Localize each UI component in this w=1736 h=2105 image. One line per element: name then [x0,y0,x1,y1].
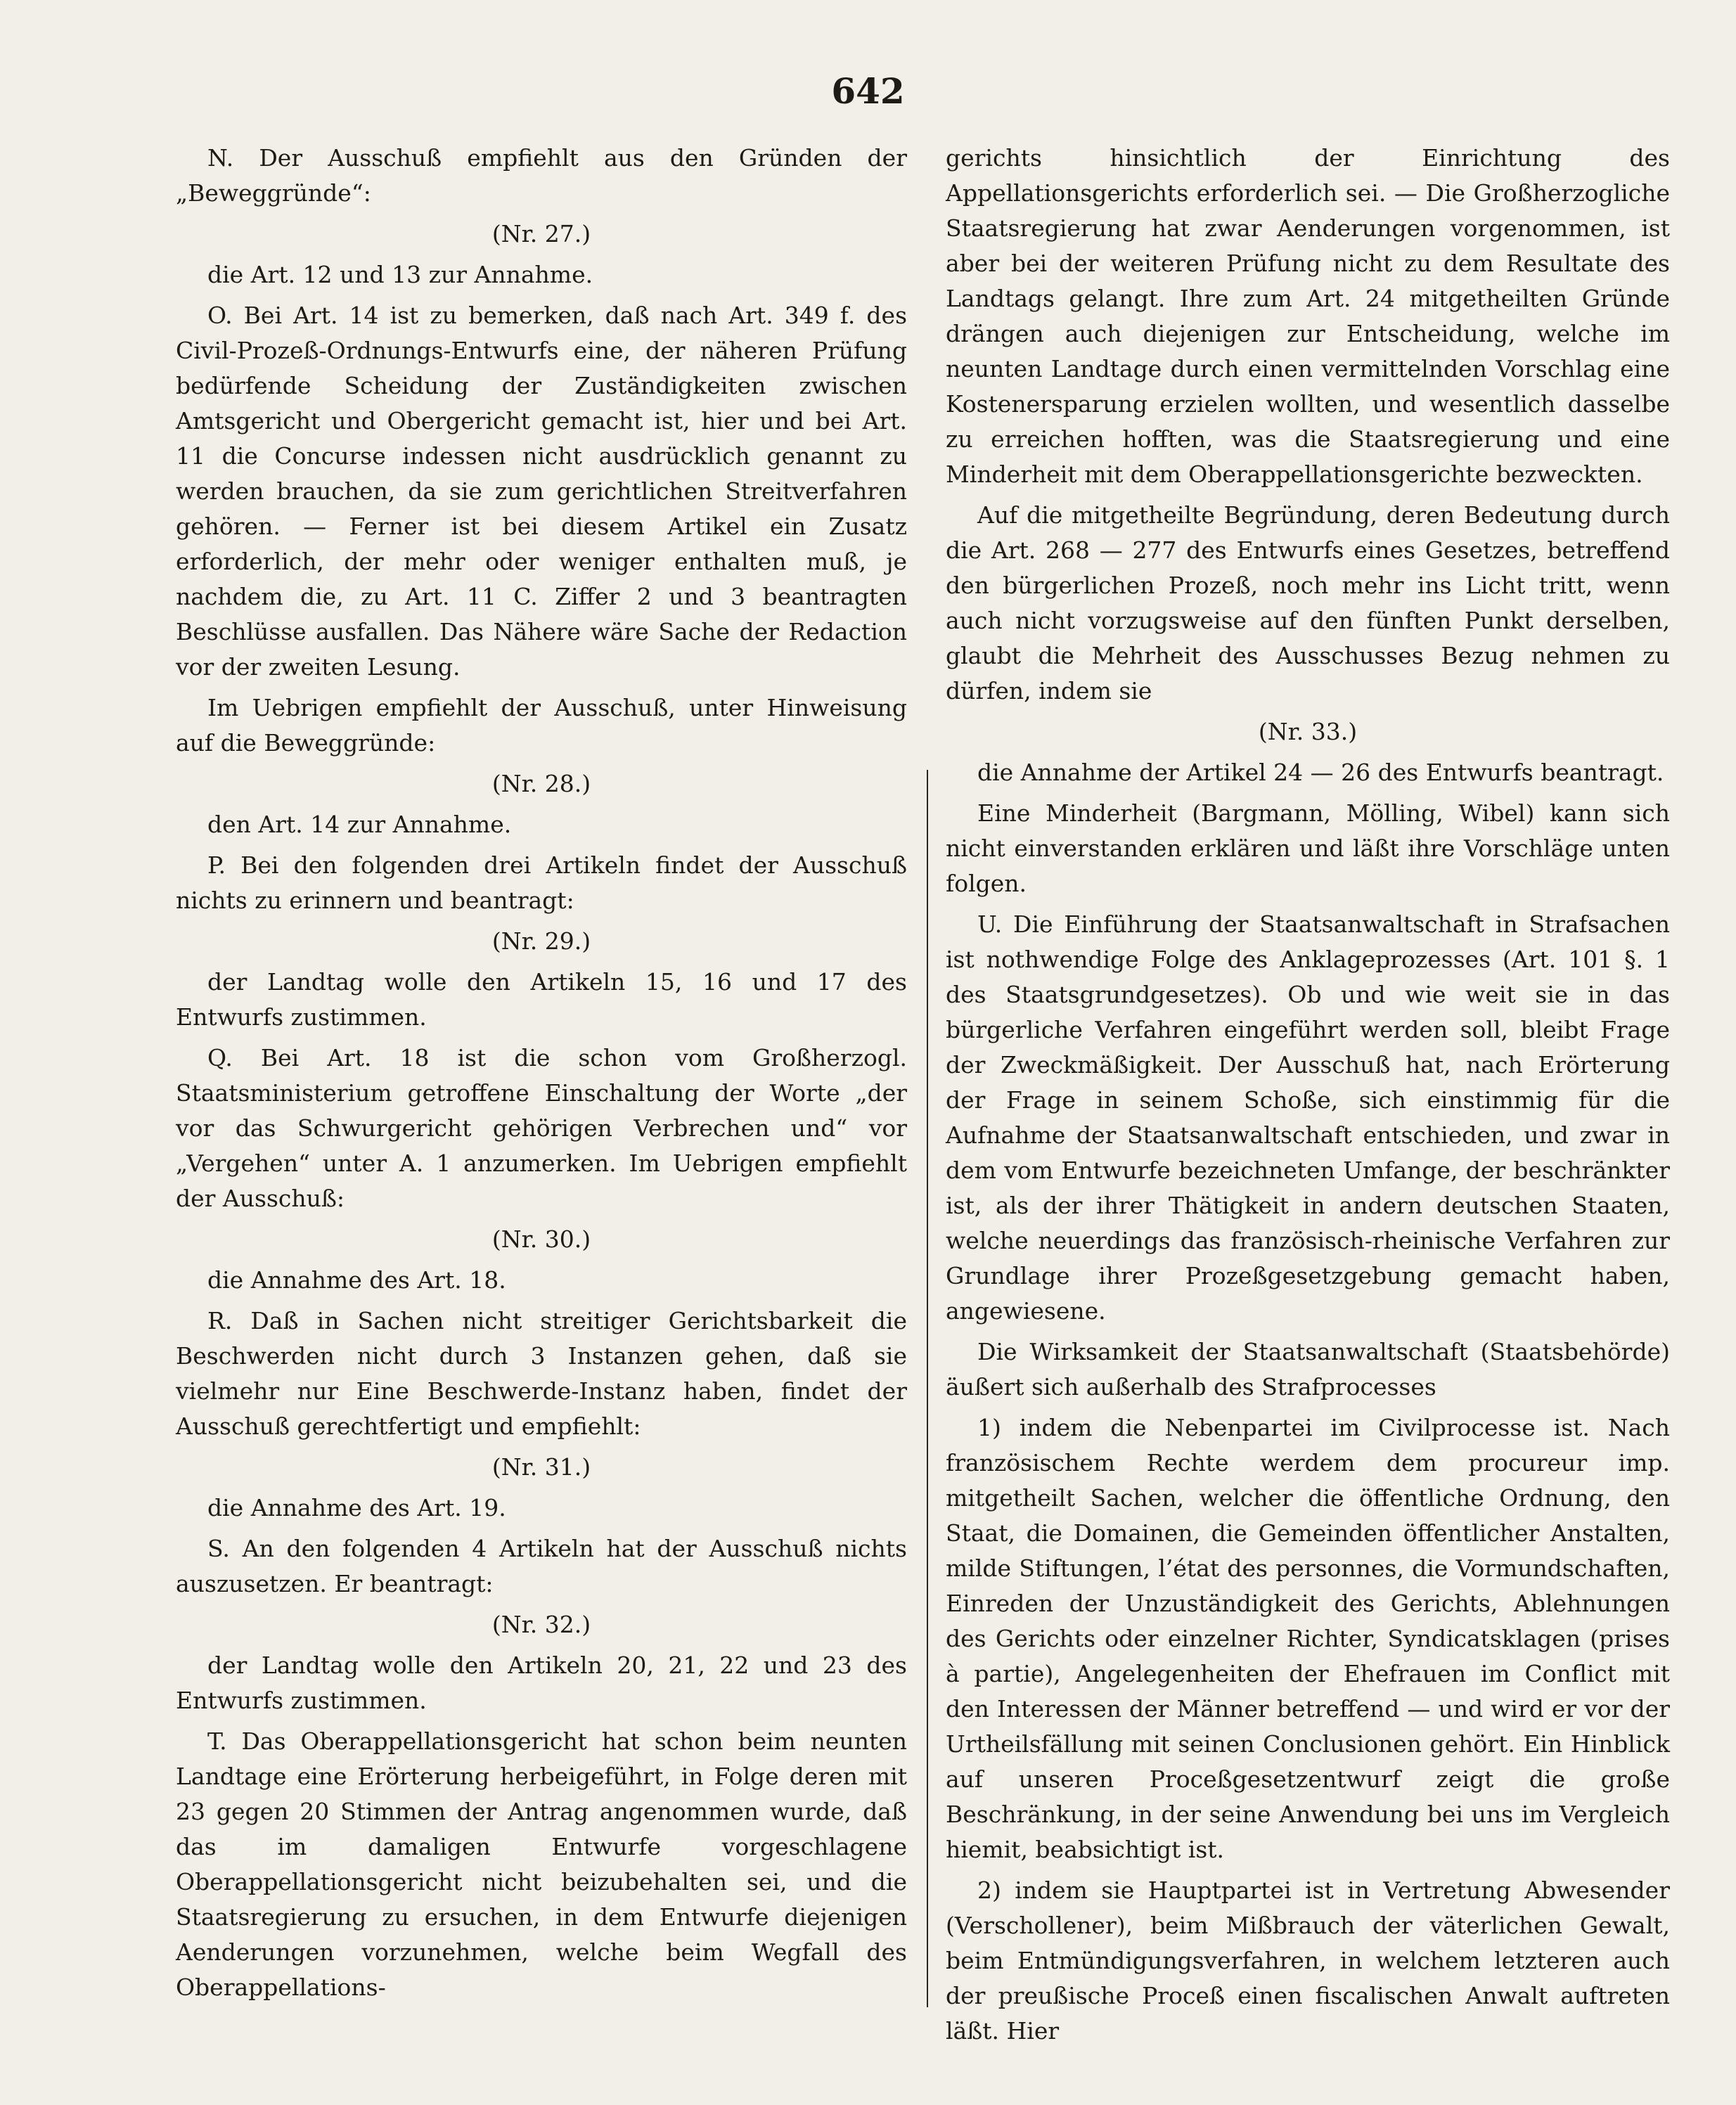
motion-number-30: (Nr. 30.) [491,1225,591,1253]
paragraph-o-recommendation: Im Uebrigen empfiehlt der Ausschuß, unter Hinweisung auf die Beweggründe: [176,694,907,757]
motion-number-28: (Nr. 28.) [491,770,591,797]
motion-text-33: die Annahme der Artikel 24 — 26 des Entwurfs beantragt. [977,759,1664,786]
motion-text-31: die Annahme des Art. 19. [207,1494,506,1521]
motion-number-27: (Nr. 27.) [491,220,591,247]
motion-number-31: (Nr. 31.) [491,1453,591,1481]
column-divider [927,770,928,2007]
motion-number-29: (Nr. 29.) [491,927,591,955]
left-column [176,141,907,2011]
page-number: 642 [831,70,905,112]
motion-text-32: der Landtag wolle den Artikeln 20, 21, 22 und 23 des Entwurfs zustimmen. [176,1652,907,1714]
right-column [946,141,1670,2054]
motion-text-27: die Art. 12 und 13 zur Annahme. [207,261,593,288]
paragraph-o: O. Bei Art. 14 ist zu bemerken, daß nach Art. 349 f. des Civil-Prozeß-Ordnungs-Entwurfs eine, der näheren Prüfung bedürfende Scheidung der Zuständigkeiten zwischen Amtsgericht und Obergericht gemacht ist, hier und bei Art. 11 die Concurse indessen nicht ausdrücklich genannt zu werden brauchen, da sie zum gerichtlichen Streitverfahren gehören. — Ferner ist bei diesem Artikel ein Zusatz erforderlich, der mehr oder weniger enthalten muß, je nachdem die, zu Art. 11 C. Ziffer 2 und 3 beantragten Beschlüsse ausfallen. Das Nähere wäre Sache der Redaction vor der zweiten Lesung. [176,302,907,681]
paragraph-n: N. Der Ausschuß empfiehlt aus den Gründen der „Beweggründe“: [176,144,907,207]
paragraph-q: Q. Bei Art. 18 ist die schon vom Großherzogl. Staatsministerium getroffene Einschaltung der Worte „der vor das Schwurgericht gehörigen Verbrechen und“ vor „Vergehen“ unter A. 1 anzumerken. Im Uebrigen empfiehlt der Ausschuß: [176,1044,907,1212]
paragraph-s: S. An den folgenden 4 Artikeln hat der Ausschuß nichts auszusetzen. Er beantragt: [176,1535,907,1597]
paragraph-p: P. Bei den folgenden drei Artikeln findet der Ausschuß nichts zu erinnern und beantragt: [176,851,907,914]
motion-number-33: (Nr. 33.) [1258,718,1358,745]
motion-text-30: die Annahme des Art. 18. [207,1266,506,1294]
paragraph-minority: Eine Minderheit (Bargmann, Mölling, Wibel) kann sich nicht einverstanden erklären und läßt ihre Vorschläge unten folgen. [946,799,1670,897]
motion-text-29: der Landtag wolle den Artikeln 15, 16 und 17 des Entwurfs zustimmen. [176,968,907,1031]
paragraph-t-continued: gerichts hinsichtlich der Einrichtung des Appellationsgerichts erforderlich sei. — Die Großherzogliche Staatsregierung hat zwar Aenderungen vorgenommen, ist aber bei der weiteren Prüfung nicht zu dem Resultate des Landtags gelangt. Ihre zum Art. 24 mitgetheilten Gründe drängen auch diejenigen zur Entscheidung, welche im neunten Landtage durch einen vermittelnden Vorschlag eine Kostenersparung erzielen wollten, und wesentlich dasselbe zu erreichen hofften, was die Staatsregierung und eine Minderheit mit dem Oberappellationsgerichte bezweckten. [946,144,1670,488]
paragraph-u-item-2: 2) indem sie Hauptpartei ist in Vertretung Abwesender (Verschollener), beim Mißbrauch der väterlichen Gewalt, beim Entmündigungsverfahren, in welchem letzteren auch der preußische Proceß einen fiscalischen Anwalt auftreten läßt. Hier [946,1877,1670,2045]
motion-number-32: (Nr. 32.) [491,1611,591,1638]
paragraph-u-item-1: 1) indem die Nebenpartei im Civilprocesse ist. Nach französischem Rechte werdem dem procureur imp. mitgetheilt Sachen, welcher die öffentliche Ordnung, den Staat, die Domainen, die Gemeinden öffentlicher Anstalten, milde Stiftungen, l’état des personnes, die Vormundschaften, Einreden der Unzuständigkeit des Gerichts, Ablehnungen des Gerichts oder einzelner Richter, Syndicatsklagen (prises à partie), Angelegenheiten der Ehefrauen im Conflict mit den Interessen der Männer betreffend — und wird er vor der Urtheilsfällung mit seinen Conclusionen gehört. Ein Hinblick auf unseren Proceßgesetzentwurf zeigt die große Beschränkung, in der seine Anwendung bei uns im Vergleich hiemit, beabsichtigt ist. [946,1414,1670,1863]
paragraph-t: T. Das Oberappellationsgericht hat schon beim neunten Landtage eine Erörterung herbeigeführt, in Folge deren mit 23 gegen 20 Stimmen der Antrag angenommen wurde, daß das im damaligen Entwurfe vorgeschlagene Oberappellationsgericht nicht beizubehalten sei, und die Staatsregierung zu ersuchen, in dem Entwurfe diejenigen Aenderungen vorzunehmen, welche beim Wegfall des Oberappellations- [176,1727,907,2001]
paragraph-u: U. Die Einführung der Staatsanwaltschaft in Strafsachen ist nothwendige Folge des Anklageprozesses (Art. 101 §. 1 des Staatsgrundgesetzes). Ob und wie weit sie in das bürgerliche Verfahren eingeführt werden soll, bleibt Frage der Zweckmäßigkeit. Der Ausschuß hat, nach Erörterung der Frage in seinem Schoße, sich einstimmig für die Aufnahme der Staatsanwaltschaft entschieden, und zwar in dem vom Entwurfe bezeichneten Umfange, der beschränkter ist, als der ihrer Thätigkeit in andern deutschen Staaten, welche neuerdings das französisch-rheinische Verfahren zur Grundlage ihrer Prozeßgesetzgebung gemacht haben, angewiesene. [946,910,1670,1325]
paragraph-u-activity: Die Wirksamkeit der Staatsanwaltschaft (Staatsbehörde) äußert sich außerhalb des Strafprocesses [946,1338,1670,1401]
paragraph-t-reasoning: Auf die mitgetheilte Begründung, deren Bedeutung durch die Art. 268 — 277 des Entwurfs eines Gesetzes, betreffend den bürgerlichen Prozeß, noch mehr ins Licht tritt, wenn auch nicht vorzugsweise auf den fünften Punkt derselben, glaubt die Mehrheit des Ausschusses Bezug nehmen zu dürfen, indem sie [946,501,1670,704]
paragraph-r: R. Daß in Sachen nicht streitiger Gerichtsbarkeit die Beschwerden nicht durch 3 Instanzen gehen, daß sie vielmehr nur Eine Beschwerde-Instanz haben, findet der Ausschuß gerechtfertigt und empfiehlt: [176,1307,907,1440]
motion-text-28: den Art. 14 zur Annahme. [207,811,512,838]
